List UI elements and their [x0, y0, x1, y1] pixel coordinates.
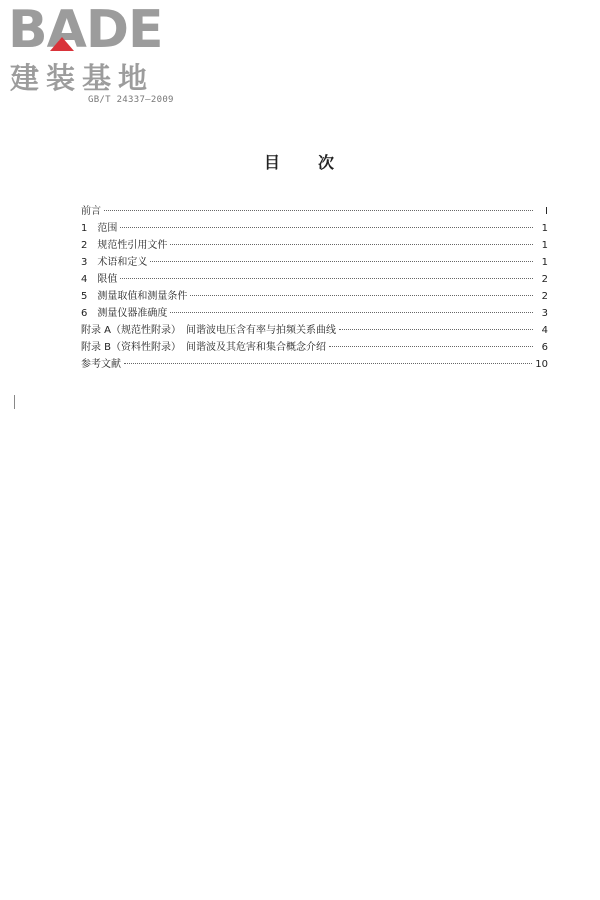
toc-entry-page: 10 — [535, 359, 548, 370]
toc-entry[interactable] — [81, 254, 548, 271]
toc-entry-label: 1 范围 — [81, 223, 118, 234]
toc-entry-page: 6 — [541, 342, 548, 353]
toc-leader-dots — [150, 261, 533, 262]
toc-entry-page: 1 — [541, 240, 548, 251]
toc-title — [0, 150, 600, 173]
logo-subtitle: 建装基地 — [10, 61, 155, 95]
toc-leader-dots — [329, 346, 533, 347]
toc-leader-dots — [120, 278, 533, 279]
logo-brand: BADE — [8, 0, 163, 60]
toc-entry[interactable] — [81, 271, 548, 288]
toc-entry[interactable] — [81, 356, 548, 373]
document-code: GB/T 24337—2009 — [88, 95, 174, 105]
toc-leader-dots — [170, 312, 533, 313]
toc-title-part2: 次 — [318, 153, 337, 172]
toc-leader-dots — [170, 244, 533, 245]
scan-artifact — [14, 395, 15, 409]
toc-entry-label: 3 术语和定义 — [81, 257, 148, 268]
toc-entry[interactable] — [81, 339, 548, 356]
toc-entry-page: 3 — [541, 308, 548, 319]
toc-leader-dots — [124, 363, 532, 364]
toc-entry-label: 2 规范性引用文件 — [81, 240, 168, 251]
toc-entry[interactable] — [81, 203, 548, 220]
toc-entry-label: 前言 — [81, 206, 101, 217]
toc-entry-label: 附录 B（资料性附录） 间谐波及其危害和集合概念介绍 — [81, 342, 327, 353]
toc-entry[interactable] — [81, 322, 548, 339]
watermark-logo — [8, 0, 178, 96]
table-of-contents — [81, 203, 548, 373]
toc-entry[interactable] — [81, 220, 548, 237]
toc-entry-page: 1 — [541, 257, 548, 268]
toc-leader-dots — [339, 329, 533, 330]
toc-leader-dots — [190, 295, 533, 296]
toc-leader-dots — [104, 210, 533, 211]
toc-entry-label: 附录 A（规范性附录） 间谐波电压含有率与拍频关系曲线 — [81, 325, 337, 336]
toc-entry-page: 4 — [541, 325, 548, 336]
toc-leader-dots — [120, 227, 533, 228]
toc-entry-page: 2 — [541, 291, 548, 302]
logo-accent-triangle-icon — [50, 37, 74, 51]
toc-entry-label: 6 测量仪器准确度 — [81, 308, 168, 319]
toc-entry[interactable] — [81, 305, 548, 322]
toc-entry-page: 1 — [541, 223, 548, 234]
toc-entry-page: 2 — [541, 274, 548, 285]
toc-entry-page: Ⅰ — [545, 206, 548, 217]
toc-entry-label: 5 测量取值和测量条件 — [81, 291, 188, 302]
toc-entry-label: 4 限值 — [81, 274, 118, 285]
toc-entry-label: 参考文献 — [81, 359, 121, 370]
toc-entry[interactable] — [81, 288, 548, 305]
toc-title-part1: 目 — [263, 153, 282, 172]
toc-entry[interactable] — [81, 237, 548, 254]
